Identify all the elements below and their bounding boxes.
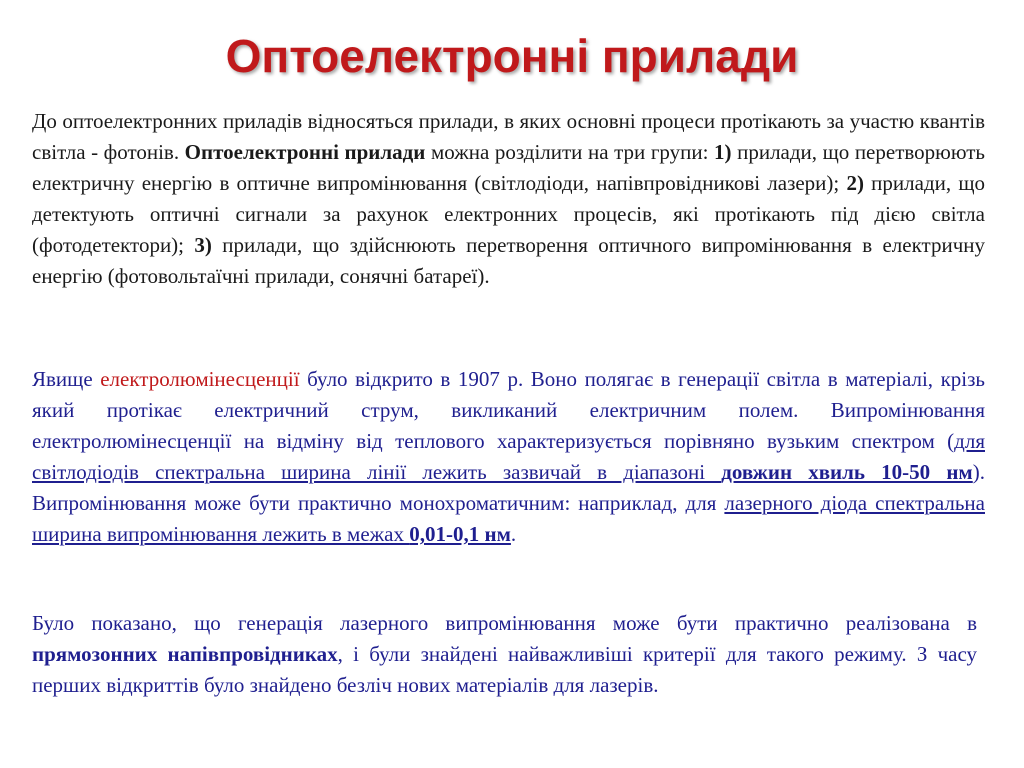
group-number-2: 2): [846, 171, 864, 195]
group-number-1: 1): [714, 140, 732, 164]
intro-text-2: можна розділити на три групи:: [425, 140, 715, 164]
el-text-4: .: [510, 522, 517, 546]
slide-title: Оптоелектронні прилади: [225, 30, 799, 82]
intro-text-4: прилади, що детектують оптичні сигнали за рахунок електронних процесів, які протікають під дією світла (фотодетектори);: [32, 171, 985, 257]
laser-text-2: , і були знайдені найважливіші критерії для такого режиму. З часу перших відкриттів було знайдено безліч нових матеріалів для лазерів.: [32, 642, 977, 697]
el-underlined-2: лазерного діода спектральна ширина випромінювання лежить в межах: [32, 491, 985, 546]
el-text-1: Явище: [32, 367, 101, 391]
group-number-3: 3): [194, 233, 212, 257]
el-text-2: було відкрито в 1907 р. Воно полягає в генерації світла в матеріалі, крізь який протікає електричний струм, викликаний електричним полем. Випромінювання електролюмінесценції на відміну від теплового характеризується порівняно вузьким спектром (: [32, 367, 985, 453]
laser-bold-term: прямозонних напівпровідниках: [32, 642, 338, 666]
el-underlined-bold-1: довжин хвиль 10-50 нм: [721, 460, 973, 484]
el-highlight-term: електролюмінесценції: [100, 367, 300, 391]
paragraph-electroluminescence: [32, 364, 985, 550]
intro-text-3: прилади, що перетворюють електричну енергію в оптичне випромінювання (світлодіоди, напівпровідникові лазери);: [32, 140, 986, 195]
el-text-3: ). Випромінювання може бути практично монохроматичним: наприклад, для: [32, 460, 985, 515]
intro-bold-term: Оптоелектронні прилади: [184, 140, 426, 164]
laser-text-1: Було показано, що генерація лазерного випромінювання може бути практично реалізована в: [32, 611, 977, 635]
intro-text-5: прилади, що здійснюють перетворення оптичного випромінювання в електричну енергію (фотовольтаїчні прилади, сонячні батареї).: [32, 233, 985, 288]
el-underlined-bold-2: 0,01-0,1 нм: [409, 522, 511, 546]
paragraph-intro: [32, 106, 985, 292]
intro-text-1: До оптоелектронних приладів відносяться прилади, в яких основні процеси протікають за участю квантів світла - фотонів.: [32, 109, 985, 164]
el-underlined-1: для світлодіодів спектральна ширина лінії лежить зазвичай в діапазоні: [32, 429, 985, 484]
paragraph-lasers: [32, 608, 977, 701]
